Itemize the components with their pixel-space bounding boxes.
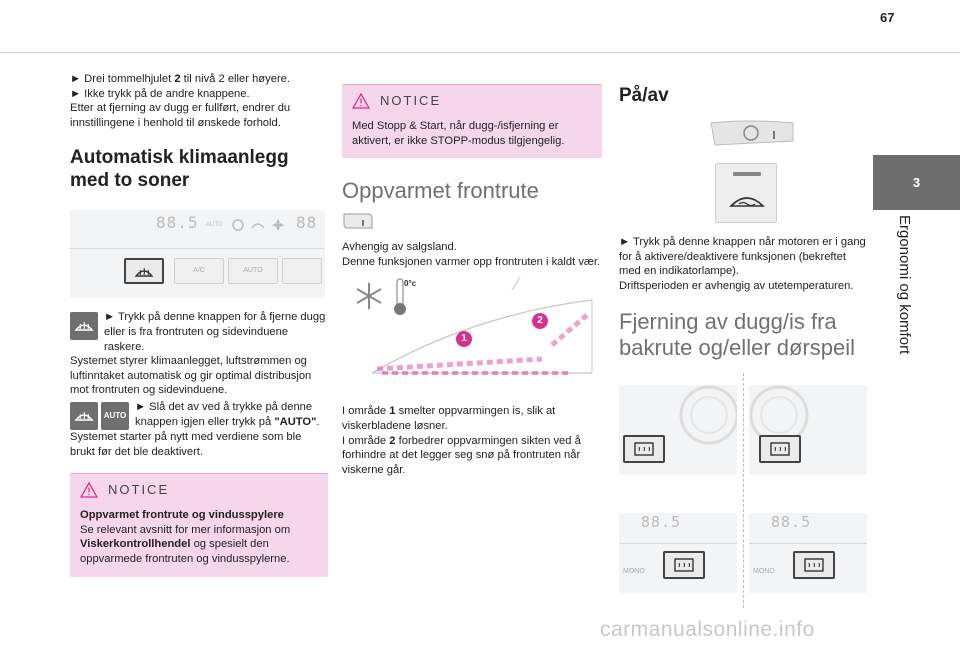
panel-top-left	[619, 385, 737, 475]
recirculation-icon	[230, 218, 246, 232]
heated-windscreen-button-illustration	[715, 163, 777, 223]
top-rule	[0, 52, 960, 53]
para-3: I område 1 smelter oppvarmingen is, slik at viskerbladene løsner.	[342, 405, 556, 432]
zone-marker-1: 1	[456, 331, 472, 347]
max-defrost-icon-box	[70, 312, 98, 340]
panel-top-right	[749, 385, 867, 475]
chapter-tab[interactable]: 3	[873, 155, 960, 210]
panel-divider	[749, 543, 867, 544]
warning-triangle-icon	[352, 93, 370, 109]
lcd-readout-2: 88.5	[771, 513, 812, 532]
step-2: ► Ikke trykk på de andre knappene.	[70, 87, 250, 100]
para-3: Systemet starter på nytt med verdiene som ble brukt før det ble deaktivert.	[70, 430, 302, 458]
front-defrost-icon	[126, 260, 162, 282]
para-2: Systemet styrer klimaanlegget, luftstrømmen og luftinntaket automatisk og gir optimal distribusjon mot frontruten og sidevinduene.	[70, 355, 312, 397]
warning-triangle-icon	[80, 482, 98, 498]
front-defrost-icon	[70, 402, 98, 430]
front-defrost-icon	[70, 312, 98, 340]
panel-bottom-left	[619, 513, 737, 593]
panel-divider	[619, 543, 737, 544]
mono-button-1[interactable]: MONO	[623, 568, 645, 576]
fan-icon	[270, 218, 286, 232]
watermark: carmanualsonline.info	[600, 618, 815, 641]
notice-box-col2	[342, 84, 602, 158]
notice-head	[80, 482, 318, 498]
step-1: ► Trykk på denne knappen når motoren er i gang for å aktivere/deaktivere funksjonen (bekreftet med en indikatorlampe).	[619, 236, 866, 278]
heated-windscreen-illustration	[707, 117, 797, 151]
column-3	[619, 84, 869, 608]
step-3: ► Trykk på denne knappen for å fjerne dugg eller is fra frontruten og sidevinduene raskere.	[104, 311, 326, 353]
lcd-readout-1: 88.5	[641, 513, 682, 532]
auto-button[interactable]: AUTO	[228, 258, 278, 284]
mirror-defrost-icon	[761, 437, 799, 461]
chapter-title: Ergonomi og komfort	[896, 215, 913, 355]
notice-head	[352, 93, 592, 109]
panel-auto-soft: AUTO	[206, 222, 223, 229]
front-defrost-icon	[727, 186, 767, 212]
panel-divider	[70, 248, 325, 249]
para-4: I område 2 forbedrer oppvarmingen sikten ved å forhindre at det legger seg snø på frontruten når viskerne går.	[342, 434, 581, 476]
page-number: 67	[880, 10, 895, 25]
ac-button[interactable]: A/C	[174, 258, 224, 284]
notice-heading: Oppvarmet frontrute og vindusspylere	[80, 509, 284, 522]
zone-marker-2: 2	[532, 313, 548, 329]
windscreen-illustration	[342, 275, 600, 390]
step-1: ► Drei tommelhjulet 2 til nivå 2 eller høyere.	[70, 73, 291, 85]
column-2	[342, 84, 602, 477]
climate-panel-illustration	[70, 210, 325, 298]
rear-defrost-button-highlighted-4[interactable]	[793, 551, 835, 579]
panel-bottom-right	[749, 513, 867, 593]
notice-text: Se relevant avsnitt for mer informasjon om Viskerkontrollhendel og spesielt den oppvarmede frontruten og vindusspylerne.	[80, 523, 291, 565]
highlighted-max-defrost-button[interactable]	[124, 258, 164, 284]
notice-title: NOTICE	[380, 92, 442, 108]
rear-defrost-button-highlighted-2[interactable]	[759, 435, 801, 463]
auto-icon-box: AUTO	[101, 402, 129, 430]
para-1: Driftsperioden er avhengig av utetemperaturen.	[619, 279, 854, 292]
section-heading-heated-windscreen: Oppvarmet frontrute	[342, 178, 539, 204]
step-4: ► Slå det av ved å trykke på denne knappen igjen eller trykk på "AUTO".	[135, 400, 320, 428]
notice-text: Med Stopp & Start, når dugg-/isfjerning er aktivert, er ikke STOPP-modus tilgjengelig.	[352, 120, 565, 147]
para-1: Avhengig av salgsland.	[342, 241, 457, 254]
mono-button-2[interactable]: MONO	[753, 568, 775, 576]
rear-defrost-button-highlighted-1[interactable]	[623, 435, 665, 463]
rear-defrost-icon	[625, 437, 663, 461]
indicator-lamp	[733, 172, 761, 176]
section-heading-rear-demist: Fjerning av dugg/is fra bakrute og/eller dørspeil	[619, 309, 856, 361]
step-3-block	[70, 310, 328, 354]
notice-box-col1	[70, 473, 328, 576]
rear-demist-illustrations	[619, 373, 869, 608]
notice-title: NOTICE	[108, 481, 170, 497]
heated-windscreen-icon	[342, 210, 378, 232]
temp-label: 0°c	[404, 279, 417, 289]
panel-lcd-left: 88.5	[156, 213, 199, 233]
rear-defrost-button-highlighted-3[interactable]	[663, 551, 705, 579]
step-4-block	[70, 400, 328, 429]
section-heading-auto-climate: Automatisk klimaanlegg med to soner	[70, 147, 289, 192]
vertical-divider	[743, 373, 744, 608]
snowflake-icon	[354, 281, 384, 311]
para-2: Denne funksjonen varmer opp frontruten i kaldt vær.	[342, 255, 601, 268]
rear-defrost-icon	[665, 553, 703, 577]
max-defrost-icon-box-2	[70, 402, 98, 430]
column-1	[70, 72, 328, 577]
para-1: Etter at fjerning av dugg er fullført, endrer du innstillingene i henhold til ønskede forhold.	[70, 102, 291, 129]
mirror-defrost-icon	[795, 553, 833, 577]
panel-extra-button[interactable]	[282, 258, 322, 284]
windscreen-air-icon	[250, 218, 266, 232]
panel-lcd-right: 88	[296, 213, 318, 233]
section-heading-on-off: På/av	[619, 85, 669, 106]
